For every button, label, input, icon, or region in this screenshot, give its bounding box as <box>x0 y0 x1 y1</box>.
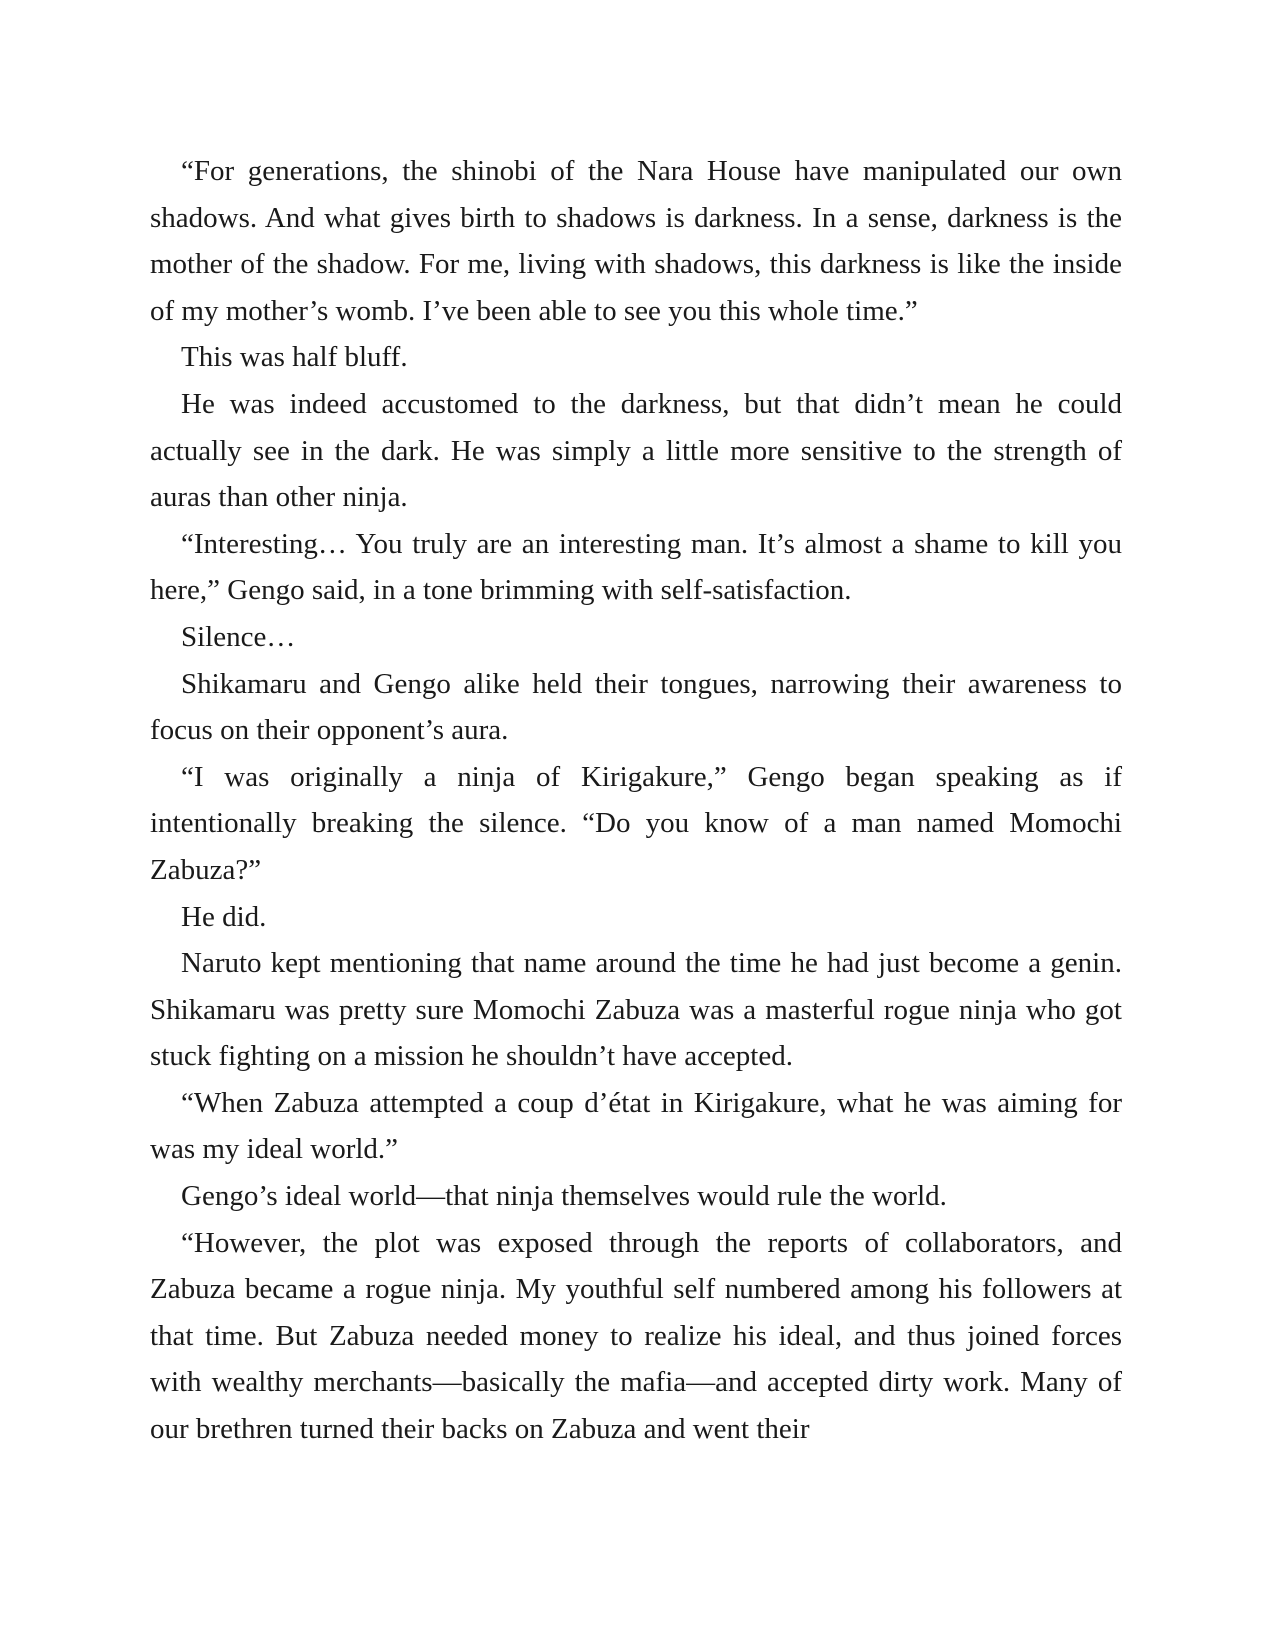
paragraph-silence: Silence… <box>181 620 296 653</box>
paragraph-he-did: He did. <box>181 900 267 933</box>
paragraph-accustomed-darkness: He was indeed accustomed to the darkness, but that didn’t mean he could actually see in the dark. He was simply a little more sensitive to the strength of auras than other ninja. <box>150 387 1122 514</box>
paragraph-half-bluff: This was half bluff. <box>181 341 408 374</box>
paragraph-held-tongues: Shikamaru and Gengo alike held their tongues, narrowing their awareness to focus on their opponent’s aura. <box>150 667 1122 747</box>
paragraph-coup-detat: “When Zabuza attempted a coup d’état in Kirigakure, what he was aiming for was my ideal world.” <box>150 1086 1122 1166</box>
paragraph-nara-shadows: “For generations, the shinobi of the Nara House have manipulated our own shadows. And what gives birth to shadows is darkness. In a sense, darkness is the mother of the shadow. For me, living with shadows, this darkness is like the inside of my mother’s womb. I’ve been able to see you this whole time.” <box>150 155 1122 327</box>
paragraph-kirigakure: “I was originally a ninja of Kirigakure,” Gengo began speaking as if intentionally breaking the silence. “Do you know of a man named Momochi Zabuza?” <box>150 760 1122 886</box>
body-text <box>150 148 1122 1453</box>
paragraph-plot-exposed: “However, the plot was exposed through the reports of collaborators, and Zabuza became a rogue ninja. My youthful self numbered among his followers at that time. But Zabuza needed money to realize his ideal, and thus joined forces with wealthy merchants—basically the mafia—and accepted dirty work. Many of our brethren turned their backs on Zabuza and went their <box>150 1226 1122 1446</box>
paragraph-ideal-world: Gengo’s ideal world—that ninja themselves would rule the world. <box>181 1180 947 1213</box>
paragraph-naruto-mentioning: Naruto kept mentioning that name around the time he had just become a genin. Shikamaru was pretty sure Momochi Zabuza was a masterful rogue ninja who got stuck fighting on a mission he shouldn’t have accepted. <box>150 947 1122 1073</box>
paragraph-interesting-man: “Interesting… You truly are an interesting man. It’s almost a shame to kill you here,” Gengo said, in a tone brimming with self-satisfaction. <box>150 527 1122 607</box>
